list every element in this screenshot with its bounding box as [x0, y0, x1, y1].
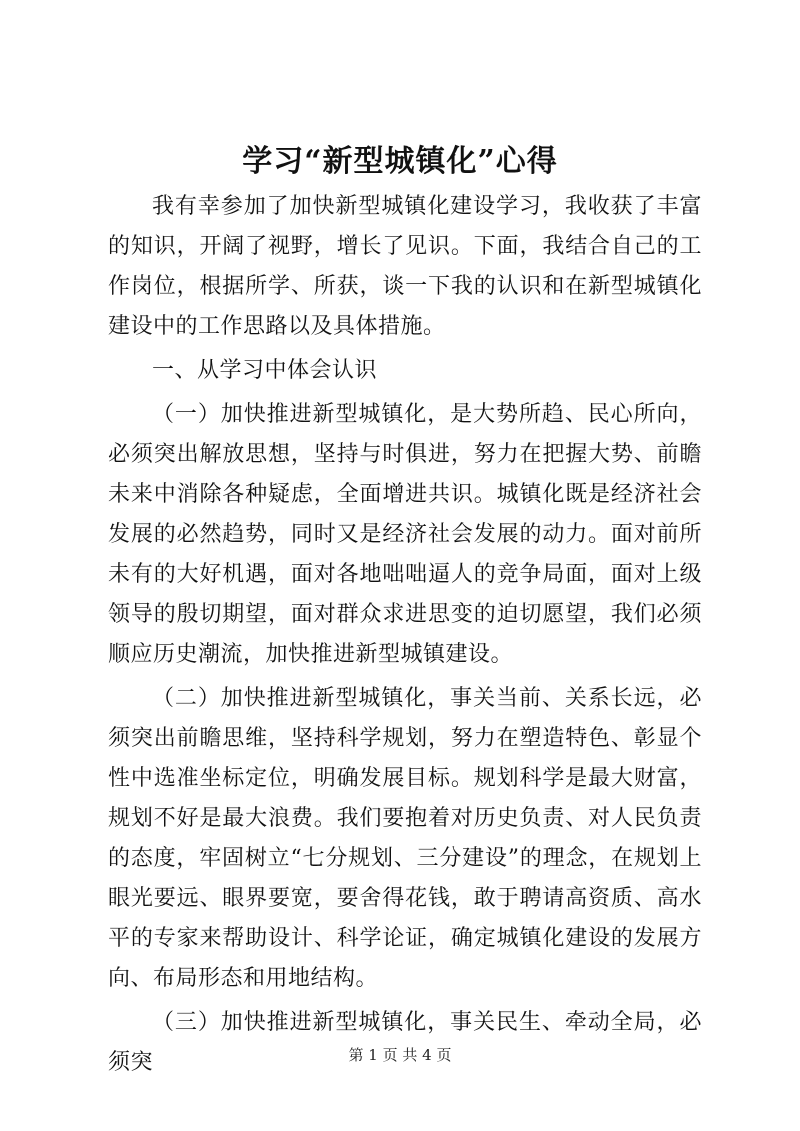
document-body — [108, 187, 702, 1083]
body-paragraph-2: （二）加快推进新型城镇化，事关当前、关系长远，必须突出前瞻思维，坚持科学规划，努力在塑造特色、彰显个性中选准坐标定位，明确发展目标。规划科学是最大财富，规划不好是最大浪费。我们要抱着对历史负责、对人民负责的态度，牢固树立“七分规划、三分建设”的理念，在规划上眼光要远、眼界要宽，要舍得花钱，敢于聘请高资质、高水平的专家来帮助设计、科学论证，确定城镇化建设的发展方向、布局形态和用地结构。 — [108, 686, 702, 991]
section-heading: 一、从学习中体会认识 — [152, 358, 378, 383]
page-footer: 第 1 页 共 4 页 — [348, 1046, 452, 1064]
body-paragraph-3: （三）加快推进新型城镇化，事关民生、牵动全局，必须突 — [108, 1010, 702, 1075]
document-title: 学习“新型城镇化”心得 — [242, 144, 558, 179]
intro-paragraph: 我有幸参加了加快新型城镇化建设学习，我收获了丰富的知识，开阔了视野，增长了见识。下面，我结合自己的工作岗位，根据所学、所获，谈一下我的认识和在新型城镇化建设中的工作思路以及具体措施。 — [108, 194, 702, 339]
body-paragraph-1: （一）加快推进新型城镇化，是大势所趋、民心所向，必须突出解放思想，坚持与时俱进，努力在把握大势、前瞻未来中消除各种疑虑，全面增进共识。城镇化既是经济社会发展的必然趋势，同时又是经济社会发展的动力。面对前所未有的大好机遇，面对各地咄咄逼人的竞争局面，面对上级领导的殷切期望，面对群众求进思变的迫切愿望，我们必须顺应历史潮流，加快推进新型城镇建设。 — [108, 402, 702, 667]
